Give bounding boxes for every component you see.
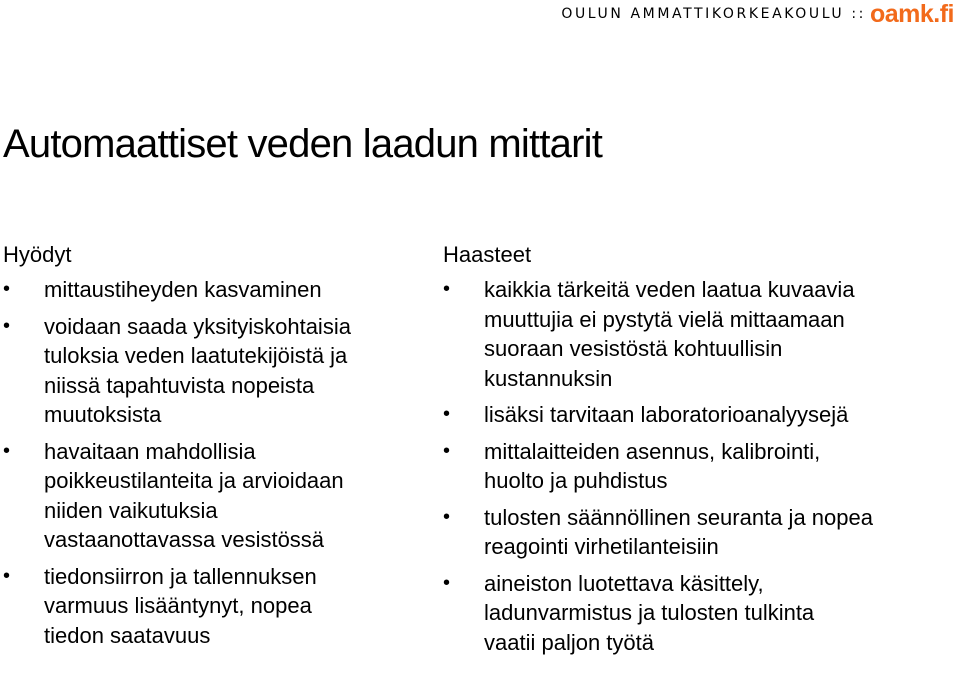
benefits-heading: Hyödyt <box>3 242 72 267</box>
bullet-icon: • <box>443 571 451 594</box>
list-item-text: tulosten säännöllinen seuranta ja nopea reagointi virhetilanteisiin <box>484 504 873 559</box>
challenges-column <box>443 240 953 664</box>
list-item-text: aineiston luotettava käsittely, ladunvarmistus ja tulosten tulkinta vaatii paljon työtä <box>484 570 815 655</box>
list-item-text: lisäksi tarvitaan laboratorioanalyysejä <box>484 402 849 427</box>
slide-title: Automaattiset veden laadun mittarit <box>3 122 603 166</box>
list-item-text: voidaan saada yksityiskohtaisia tuloksia veden laatutekijöistä ja niissä tapahtuvista nopeista muutoksista <box>44 313 351 427</box>
challenges-list <box>443 275 953 657</box>
bullet-icon: • <box>3 564 11 587</box>
list-item-text: mittalaitteiden asennus, kalibrointi, huolto ja puhdistus <box>484 438 821 493</box>
bullet-icon: • <box>443 403 451 425</box>
challenges-heading: Haasteet <box>443 242 532 267</box>
bullet-icon: • <box>443 505 451 528</box>
list-item <box>443 503 953 562</box>
bullet-icon: • <box>443 278 451 300</box>
list-item-text: mittaustiheyden kasvaminen <box>44 277 322 302</box>
bullet-icon: • <box>3 278 11 300</box>
bullet-icon: • <box>3 439 11 462</box>
list-item <box>3 437 403 555</box>
list-item-text: havaitaan mahdollisia poikkeustilanteita ja arvioidaan niiden vaikutuksia vastaanottavassa vesistössä <box>44 438 344 552</box>
list-item-text: tiedonsiirron ja tallennuksen varmuus lisääntynyt, nopea tiedon saatavuus <box>44 563 317 648</box>
list-item <box>443 437 953 496</box>
list-item <box>3 312 403 430</box>
oamk-logo[interactable]: oamk.fi <box>869 0 954 28</box>
list-item <box>443 275 953 393</box>
benefits-column <box>3 240 403 657</box>
list-item <box>3 275 403 305</box>
bullet-icon: • <box>3 314 11 337</box>
list-item <box>443 569 953 658</box>
list-item-text: kaikkia tärkeitä veden laatua kuvaavia muuttujia ei pystytä vielä mittaamaan suoraan vesistöstä kohtuullisin kustannuksin <box>484 277 855 391</box>
bullet-icon: • <box>443 439 451 462</box>
benefits-list <box>3 275 403 650</box>
list-item <box>3 562 403 651</box>
header <box>561 0 954 28</box>
school-name: OULUN AMMATTIKORKEAKOULU :: <box>561 6 866 22</box>
list-item <box>443 400 953 430</box>
